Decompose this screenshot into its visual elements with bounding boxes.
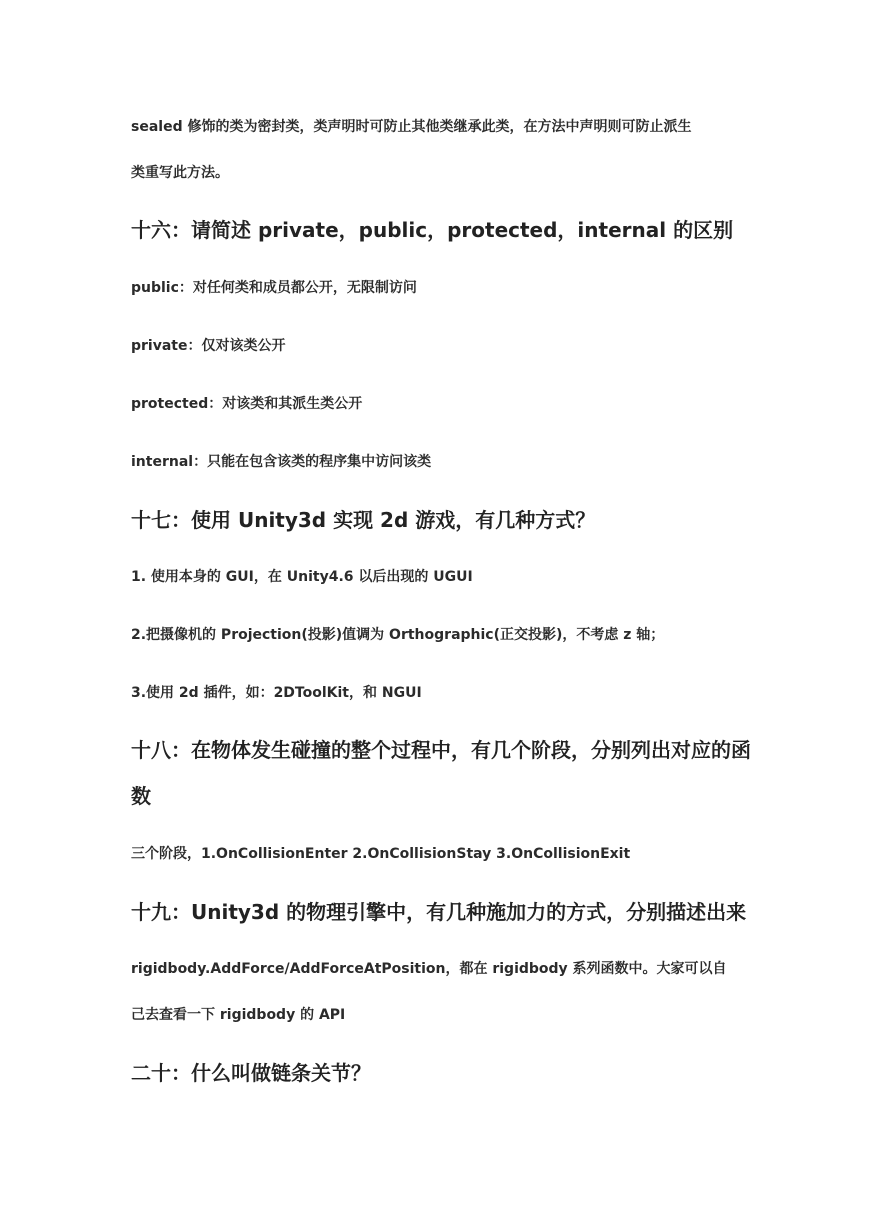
paragraph-2d-method-1: 1. 使用本身的 GUI，在 Unity4.6 以后出现的 UGUI [131, 569, 473, 585]
paragraph-private: private：仅对该类公开 [131, 338, 286, 354]
heading-q17: 十七：使用 Unity3d 实现 2d 游戏，有几种方式？ [131, 508, 596, 532]
paragraph-addforce-line-2: 己去查看一下 rigidbody 的 API [131, 1007, 346, 1023]
heading-q20: 二十：什么叫做链条关节？ [131, 1061, 371, 1085]
heading-q18-line-2: 数 [131, 784, 151, 808]
paragraph-2d-method-3: 3.使用 2d 插件，如：2DToolKit，和 NGUI [131, 685, 422, 701]
paragraph-addforce-line-1: rigidbody.AddForce/AddForceAtPosition，都在 rigidbody 系列函数中。大家可以自 [131, 961, 727, 977]
paragraph-internal: internal：只能在包含该类的程序集中访问该类 [131, 454, 432, 470]
paragraph-public: public：对任何类和成员都公开，无限制访问 [131, 280, 417, 296]
paragraph-collision-stages: 三个阶段，1.OnCollisionEnter 2.OnCollisionStay 3.OnCollisionExit [131, 846, 631, 862]
paragraph-sealed-line-1: sealed 修饰的类为密封类，类声明时可防止其他类继承此类，在方法中声明则可防止派生 [131, 119, 692, 135]
paragraph-sealed-line-2: 类重写此方法。 [131, 165, 229, 181]
paragraph-protected: protected：对该类和其派生类公开 [131, 396, 363, 412]
heading-q16: 十六：请简述 private，public，protected，internal 的区别 [131, 218, 734, 242]
heading-q19: 十九：Unity3d 的物理引擎中，有几种施加力的方式，分别描述出来 [131, 900, 747, 924]
heading-q18-line-1: 十八：在物体发生碰撞的整个过程中，有几个阶段，分别列出对应的函 [131, 738, 751, 762]
paragraph-2d-method-2: 2.把摄像机的 Projection(投影)值调为 Orthographic(正交投影)，不考虑 z 轴； [131, 627, 665, 643]
